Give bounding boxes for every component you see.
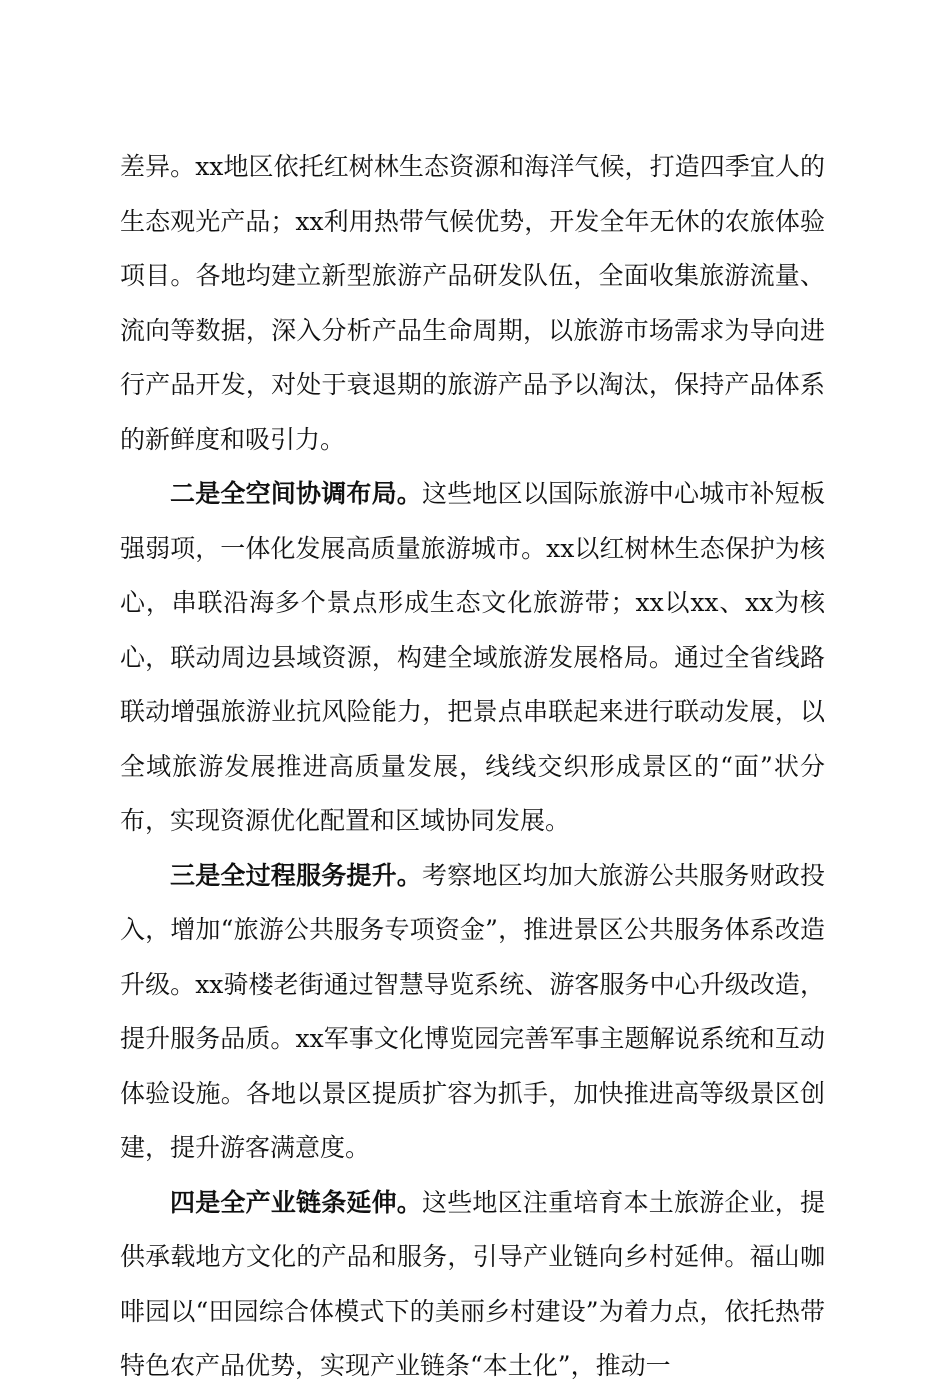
paragraph-lead: 二是全空间协调布局。 <box>170 479 422 508</box>
paragraph-service-upgrade <box>120 849 825 1176</box>
paragraph-text: 差异。xx地区依托红树林生态资源和海洋气候，打造四季宜人的生态观光产品；xx利用热带气候优势，开发全年无休的农旅体验项目。各地均建立新型旅游产品研发队伍，全面收集旅游流量、流向等数据，深入分析产品生命周期，以旅游市场需求为导向进行产品开发，对处于衰退期的旅游产品予以淘汰，保持产品体系的新鲜度和吸引力。 <box>120 152 825 454</box>
paragraph-industry-chain <box>120 1176 825 1394</box>
paragraph-text: 这些地区注重培育本土旅游企业，提供承载地方文化的产品和服务，引导产业链向乡村延伸。福山咖啡园以“田园综合体模式下的美丽乡村建设”为着力点，依托热带特色农产品优势，实现产业链条“本土化”，推动一 <box>120 1187 825 1380</box>
document-body <box>120 140 825 1394</box>
paragraph-lead: 四是全产业链条延伸。 <box>170 1187 422 1217</box>
paragraph-spatial-layout <box>120 467 825 849</box>
paragraph-text: 考察地区均加大旅游公共服务财政投入，增加“旅游公共服务专项资金”，推进景区公共服务体系改造升级。xx骑楼老街通过智慧导览系统、游客服务中心升级改造，提升服务品质。xx军事文化博览园完善军事主题解说系统和互动体验设施。各地以景区提质扩容为抓手，加快推进高等级景区创建，提升游客满意度。 <box>120 860 825 1162</box>
paragraph-text: 这些地区以国际旅游中心城市补短板强弱项，一体化发展高质量旅游城市。xx以红树林生态保护为核心，串联沿海多个景点形成生态文化旅游带；xx以xx、xx为核心，联动周边县域资源，构建全域旅游发展格局。通过全省线路联动增强旅游业抗风险能力，把景点串联起来进行联动发展，以全域旅游发展推进高质量发展，线线交织形成景区的“面”状分布，实现资源优化配置和区域协同发展。 <box>120 479 825 835</box>
paragraph-product-continuation <box>120 140 825 467</box>
paragraph-lead: 三是全过程服务提升。 <box>170 860 422 890</box>
